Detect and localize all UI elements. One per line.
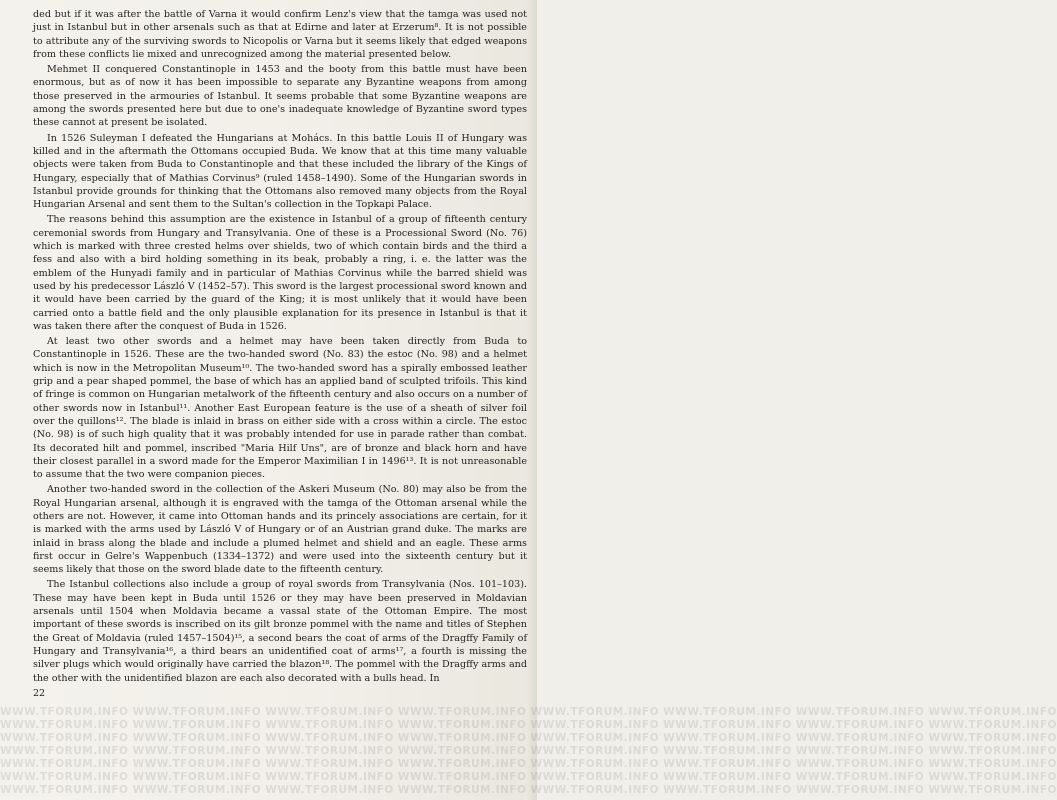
page-number: 22	[33, 688, 46, 699]
page-edge-shadow	[527, 0, 537, 800]
watermark-line: WWW.TFORUM.INFO WWW.TFORUM.INFO WWW.TFORUM.INFO WWW.TFORUM.INFO WWW.TFORUM.INFO WWW.TFORUM.INFO WWW.TFORUM.INFO WWW.TFORUM.INFO	[0, 732, 1057, 744]
watermark-line: WWW.TFORUM.INFO WWW.TFORUM.INFO WWW.TFORUM.INFO WWW.TFORUM.INFO WWW.TFORUM.INFO WWW.TFORUM.INFO WWW.TFORUM.INFO WWW.TFORUM.INFO	[0, 719, 1057, 731]
paragraph-6: Another two-handed sword in the collection of the Askeri Museum (No. 80) may also be from the Royal Hungarian arsenal, although it is engraved with the tamga of the Ottoman arsenal while the others are not. However, it came into Ottoman hands and its princely associations are certain, for it is marked with the arms used by László V of Hungary or of an Austrian grand duke. The marks are inlaid in brass along the blade and include a plumed helmet and shield and an eagle. These arms first occur in Gelre's Wappenbuch (1334–1372) and were used into the sixteenth century but it seems likely that those on the sword blade date to the fifteenth century.	[33, 484, 527, 576]
watermark-line: WWW.TFORUM.INFO WWW.TFORUM.INFO WWW.TFORUM.INFO WWW.TFORUM.INFO WWW.TFORUM.INFO WWW.TFORUM.INFO WWW.TFORUM.INFO WWW.TFORUM.INFO	[0, 784, 1057, 796]
watermark-line: WWW.TFORUM.INFO WWW.TFORUM.INFO WWW.TFORUM.INFO WWW.TFORUM.INFO WWW.TFORUM.INFO WWW.TFORUM.INFO WWW.TFORUM.INFO WWW.TFORUM.INFO	[0, 758, 1057, 770]
watermark-line: WWW.TFORUM.INFO WWW.TFORUM.INFO WWW.TFORUM.INFO WWW.TFORUM.INFO WWW.TFORUM.INFO WWW.TFORUM.INFO WWW.TFORUM.INFO WWW.TFORUM.INFO	[0, 706, 1057, 718]
paragraph-5: At least two other swords and a helmet may have been taken directly from Buda to Constantinople in 1526. These are the two-handed sword (No. 83) the estoc (No. 98) and a helmet which is now in the Metropolitan Museum¹⁰. The two-handed sword has a spirally embossed leather grip and a pear shaped pommel, the base of which has an applied band of sculpted trifoils. This kind of fringe is common on Hungarian metalwork of the fifteenth century and also occurs on a number of other swords now in Istanbul¹¹. Another East European feature is the use of a sheath of silver foil over the quillons¹². The blade is inlaid in brass on either side with a cross within a circle. The estoc (No. 98) is of such high quality that it was probably intended for use in parade rather than combat. Its decorated hilt and pommel, inscribed "Maria Hilf Uns", are of bronze and black horn and have their closest parallel in a sword made for the Emperor Maximilian I in 1496¹³. It is not unreasonable to assume that the two were companion pieces.	[33, 336, 527, 481]
paragraph-2: Mehmet II conquered Constantinople in 1453 and the booty from this battle must have been enormous, but as of now it has been impossible to separate any Byzantine weapons from among those preserved in the armouries of Istanbul. It seems probable that some Byzantine weapons are among the swords presented here but due to one's inadequate knowledge of Byzantine sword types these cannot at present be isolated.	[33, 64, 527, 129]
watermark-line: WWW.TFORUM.INFO WWW.TFORUM.INFO WWW.TFORUM.INFO WWW.TFORUM.INFO WWW.TFORUM.INFO WWW.TFORUM.INFO WWW.TFORUM.INFO WWW.TFORUM.INFO	[0, 771, 1057, 783]
paragraph-7: The Istanbul collections also include a group of royal swords from Transylvania (Nos. 101–103). These may have been kept in Buda until 1526 or they may have been preserved in Moldavian arsenals until 1504 when Moldavia became a vassal state of the Ottoman Empire. The most important of these swords is inscribed on its gilt bronze pommel with the name and titles of Stephen the Great of Moldavia (ruled 1457–1504)¹⁵, a second bears the coat of arms of the Dragffy Family of Hungary and Transylvania¹⁶, a third bears an unidentified coat of arms¹⁷, a fourth is missing the silver plugs which would originally have carried the blazon¹⁸. The pommel with the Dragffy arms and the other with the unidentified blazon are each also decorated with a bulls head. In	[33, 579, 527, 684]
paragraph-3: In 1526 Suleyman I defeated the Hungarians at Mohács. In this battle Louis II of Hungary was killed and in the aftermath the Ottomans occupied Buda. We know that at this time many valuable objects were taken from Buda to Constantinople and that these included the library of the Kings of Hungary, especially that of Mathias Corvinus⁹ (ruled 1458–1490). Some of the Hungarian swords in Istanbul provide grounds for thinking that the Ottomans also removed many objects from the Royal Hungarian Arsenal and sent them to the Sultan's collection in the Topkapi Palace.	[33, 132, 527, 211]
paragraph-1: ded but if it was after the battle of Varna it would confirm Lenz's view that the tamga was used not just in Istanbul but in other arsenals such as that at Edirne and later at Erzerum⁸. It is not possible to attribute any of the surviving swords to Nicopolis or Varna but it seems likely that edged weapons from these conflicts lie mixed and unrecognized among the material presented below.	[33, 9, 527, 60]
body-text	[33, 8, 527, 687]
watermark	[0, 706, 1057, 800]
paragraph-4: The reasons behind this assumption are the existence in Istanbul of a group of fifteenth century ceremonial swords from Hungary and Transylvania. One of these is a Processional Sword (No. 76) which is marked with three crested helms over shields, two of which contain birds and the third a fess and also with a bird holding something in its beak, probably a ring, i. e. the latter was the emblem of the Hunyadi family and in particular of Mathias Corvinus while the barred shield was used by his predecessor László V (1452–57). This sword is the largest processional sword known and it would have been carried by the guard of the King; it is most unlikely that it would have been carried onto a battle field and the only plausible explanation for its presence in Istanbul is that it was taken there after the conquest of Buda in 1526.	[33, 214, 527, 332]
watermark-line: WWW.TFORUM.INFO WWW.TFORUM.INFO WWW.TFORUM.INFO WWW.TFORUM.INFO WWW.TFORUM.INFO WWW.TFORUM.INFO WWW.TFORUM.INFO WWW.TFORUM.INFO	[0, 745, 1057, 757]
